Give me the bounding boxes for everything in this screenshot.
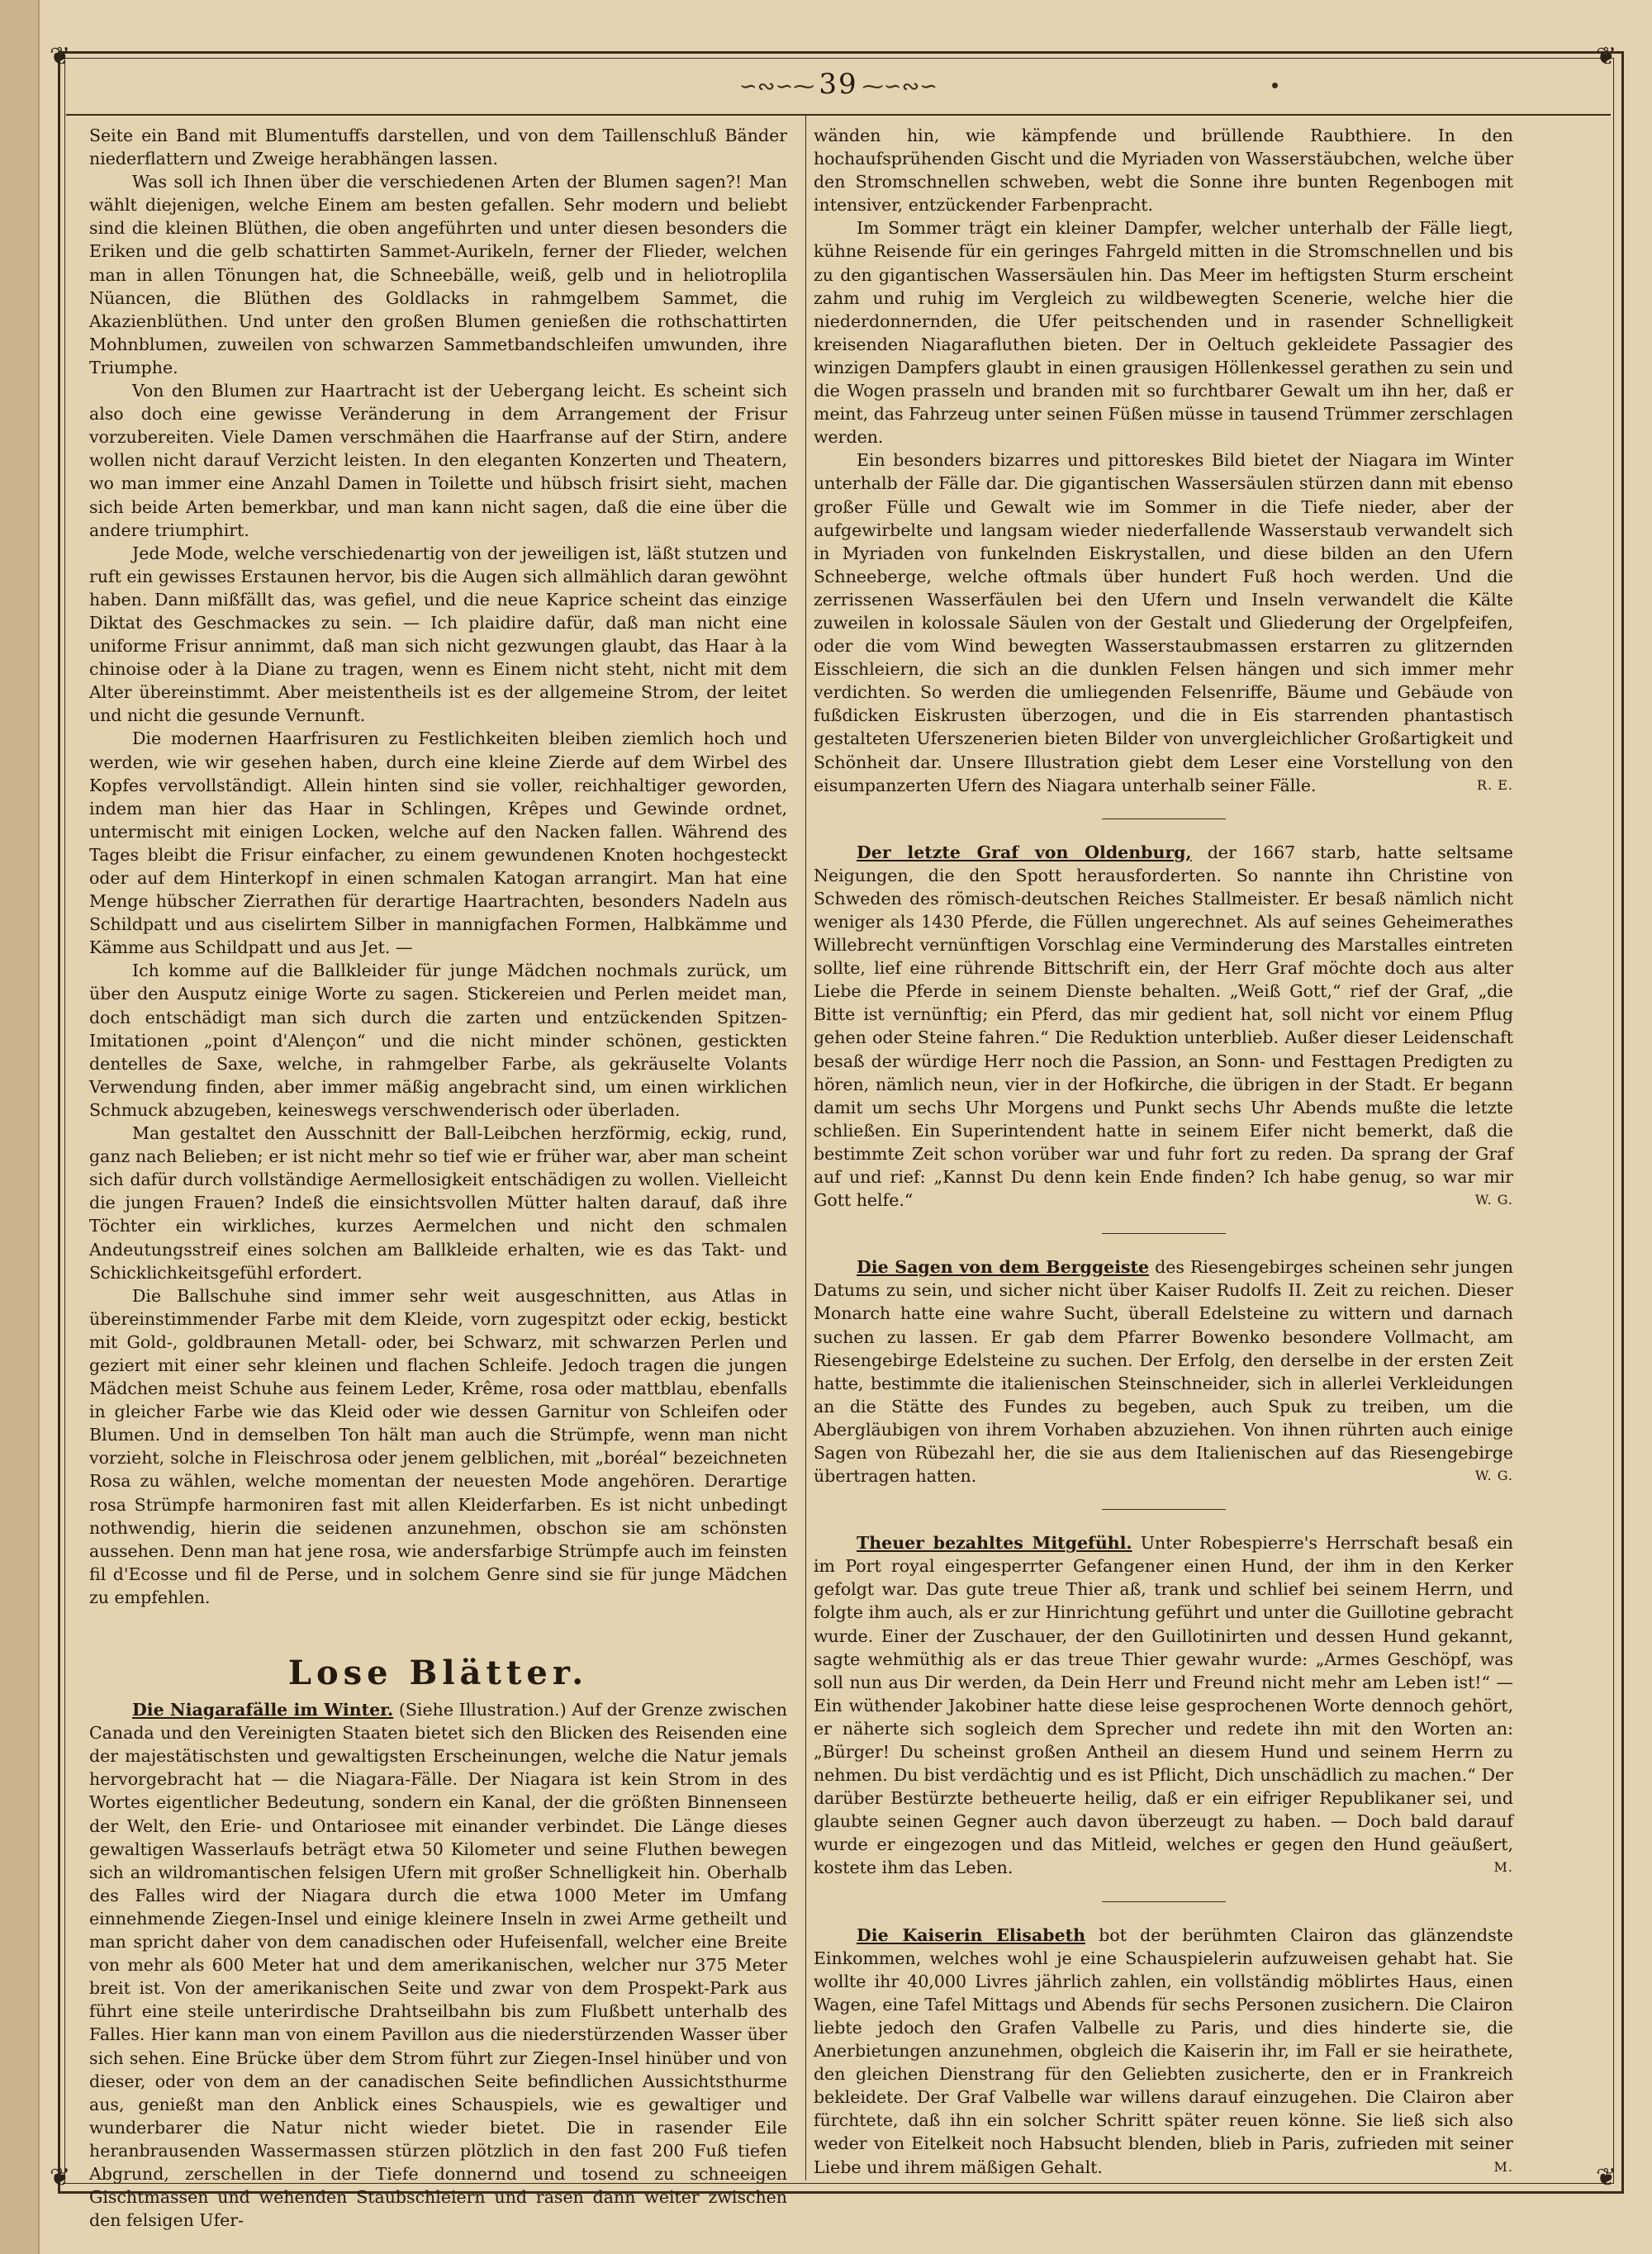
article-lead: Die Sagen von dem Berggeiste — [857, 1257, 1150, 1278]
corner-ornament-icon: ❦ — [50, 2163, 71, 2192]
article-mitgefuehl — [814, 1531, 1513, 1879]
corner-ornament-icon: ❦ — [50, 42, 71, 71]
section-title: Lose Blätter. — [287, 1654, 589, 1692]
author-signature: R. E. — [1477, 776, 1513, 793]
paragraph: wänden hin, wie kämpfende und brüllende Raubthiere. In den hochaufsprühenden Gischt und die Myriaden von Wasserstäubchen, welche über den Stromschnellen schweben, webt die Sonne ihre bunten Regenbogen mit intensiver, entzückender Farbenpracht. — [814, 126, 1513, 216]
page-header — [66, 68, 1611, 109]
article-niagara — [89, 1698, 787, 2232]
binding-gutter — [0, 0, 40, 2254]
author-signature: W. G. — [1474, 1468, 1513, 1484]
left-column — [89, 124, 787, 2232]
article-lead: Die Kaiserin Elisabeth — [857, 1924, 1086, 1945]
article-lead: Die Niagarafälle im Winter. — [132, 1700, 394, 1720]
paragraph: Man gestaltet den Ausschnitt der Ball-Leibchen herzförmig, eckig, rund, ganz nach Belieben; er ist nicht mehr so tief wie er früher war, aber man scheint sich dafür durch vollständige Aermellosigkeit entschädigen zu wollen. Vielleicht die jungen Frauen? Indeß die einsichtsvollen Mütter halten darauf, daß ihre Töchter ein wirkliches, kurzes Aermelchen und nicht den schmalen Andeutungsstreif eines solchen am Ballkleide erhalten, wie es das Takt- und Schicklichkeitsgefühl erfordert. — [89, 1123, 787, 1283]
page-number: 39 — [819, 68, 858, 101]
header-rule — [66, 114, 1611, 116]
paragraph: Die modernen Haarfrisuren zu Festlichkeiten bleiben ziemlich hoch und werden, wie wir gesehen haben, durch eine kleine Zierde auf dem Wirbel des Kopfes vervollständigt. Allein hinten sind sie voller, reichhaltiger geworden, indem man hier das Haar in Schlingen, Krêpes und Gewinde ordnet, untermischt mit einigen Locken, welche auf den Nacken fallen. Während des Tages bleibt die Frisur einfacher, zu einem gewundenen Knoten hochgesteckt oder auf dem Hinterkopf in einen schmalen Katogan arrangirt. Man hat eine Menge hübscher Zierrathen für derartige Haartrachten, besonders Nadeln aus Schildpatt und aus ciselirtem Silber in mannigfachen Formen, Halbkämme und Kämme aus Schildpatt und aus Jet. — — [89, 728, 787, 958]
article-separator — [1102, 1509, 1226, 1510]
article-lead: Theuer bezahltes Mitgefühl. — [857, 1533, 1132, 1554]
article-text: Unter Robespierre's Herrschaft besaß ein im Port royal eingesperrter Gefangener einen Hund, der ihm in den Kerker gefolgt war. Das gute treue Thier aß, trank und schlief bei seinem Herrn, und folgte ihm auch, als er zur Hinrichtung geführt und unter die Guillotine gebracht wurde. Einer der Zuschauer, der den Guillotinirten und dessen Hund gekannt, sagte wehmüthig als er das treue Thier gewahr wurde: „Armes Geschöpf, was soll nun aus Dir werden, da Dein Herr und Freund nicht mehr am Leben ist!“ — Ein wüthender Jakobiner hatte diese leise gesprochenen Worte dennoch gehört, er näherte sich sogleich dem Sprecher und redete ihn mit den Worten an: „Bürger! Du scheinst großen Antheil an diesem Hund und seinem Herrn zu nehmen. Du bist verdächtig und es ist Pflicht, Dich unschädlich zu machen.“ Der darüber Bestürzte betheuerte heilig, daß er ein eifriger Republikaner sei, und glaubte seinen Gegner auch davon überzeugt zu haben. — Doch bald darauf wurde er eingezogen und das Mitleid, welches er gegen den Hund geäußert, kostete ihm das Leben. — [814, 1533, 1513, 1878]
paragraph — [814, 448, 1513, 796]
paragraph: Seite ein Band mit Blumentuffs darstellen, und von dem Taillenschluß Bänder niederflattern und Zweige herabhängen lassen. — [89, 126, 787, 169]
paragraph: Die Ballschuhe sind immer sehr weit ausgeschnitten, aus Atlas in übereinstimmender Farbe mit dem Kleide, vorn zugespitzt oder eckig, bestickt mit Gold-, goldbraunen Metall- oder, bei Schwarz, mit schwarzen Perlen und geziert mit einer sehr kleinen und flachen Schleife. Jedoch tragen die jungen Mädchen meist Schuhe aus feinem Leder, Krême, rosa oder mattblau, ebenfalls in gleicher Farbe wie das Kleid oder wie dessen Garnitur von Schleifen oder Blumen. Und in demselben Ton hält man auch die Strümpfe, wenn man nicht vorzieht, solche in Fleischrosa oder jenem gelblichen, mit „boréal“ bezeichneten Rosa zu wählen, welche momentan der neuesten Mode angehören. Derartige rosa Strümpfe harmoniren fast mit allen Kleiderfarben. Es ist nicht unbedingt nothwendig, hierin die seidenen anzunehmen, obschon sie am schönsten aussehen. Denn man hat jene rosa, wie andersfarbige Strümpfe auch im feinsten fil d'Ecosse und fil de Perse, und in solchem Genre sind sie für junge Mädchen zu empfehlen. — [89, 1285, 787, 1607]
article-elisabeth — [814, 1924, 1513, 2179]
flourish-left-icon: ∽∾∽⁓ — [738, 74, 815, 99]
author-signature: W. G. — [1474, 1192, 1513, 1208]
article-text: bot der berühmten Clairon das glänzendste Einkommen, welches wohl je eine Schauspielerin aufzuweisen gehabt hat. Sie wollte ihr 40,000 Livres jährlich zahlen, ein vollständig möblirtes Haus, einen Wagen, eine Tafel Mittags und Abends für sechs Personen zusichern. Die Clairon liebte jedoch den Grafen Valbelle zu Paris, und dies hinderte sie, die Anerbietungen anzunehmen, obgleich die Kaiserin ihr, im Fall er sie heirathete, den gleichen Dienstrang für den Geliebten zusicherte, den er in Frankreich bekleidete. Der Graf Valbelle war willens darauf einzugehen. Die Clairon aber fürchtete, daß ihn ein solcher Schritt später reuen könne. Sie ließ sich also weder von Eitelkeit noch Habsucht blenden, blieb in Paris, zufrieden mit seiner Liebe und ihrem mäßigen Gehalt. — [814, 1924, 1513, 2177]
author-signature: M. — [1493, 2158, 1513, 2175]
corner-ornament-icon: ❦ — [1596, 2163, 1617, 2192]
article-text: (Siehe Illustration.) Auf der Grenze zwischen Canada und den Vereinigten Staaten bietet sich den Blicken des Reisenden eine der majestätischsten und gewaltigsten Erscheinungen, welche die Natur jemals hervorgebracht hat — die Niagara-Fälle. Der Niagara ist kein Strom in des Wortes eigentlicher Bedeutung, sondern ein Kanal, der die größten Binnenseen der Welt, den Erie- und Ontariosee mit einander verbindet. Die Länge dieses gewaltigen Wasserlaufs beträgt etwa 50 Kilometer und seine Fluthen bewegen sich an wildromantischen felsigen Ufern mit großer Schnelligkeit hin. Oberhalb des Falles wird der Niagara durch die etwa 1000 Meter im Umfang einnehmende Ziegen-Insel und einige kleinere Inseln in zwei Arme getheilt und man spricht daher von dem canadischen oder Hufeisenfall, welcher eine Breite von mehr als 600 Meter hat und dem amerikanischen, welcher nur 375 Meter breit ist. Von der amerikanischen Seite und zwar von dem Prospekt-Park aus führt eine steile unterirdische Drahtseilbahn bis zum Flußbett unterhalb des Falles. Hier kann man von einem Pavillon aus die niederstürzenden Wasser über sich sehen. Eine Brücke über dem Strom führt zur Ziegen-Insel hinüber und von dieser, oder von dem an der canadischen Seite befindlichen Aussichtsthurme aus, genießt man den Anblick eines Schauspiels, wie es gewaltiger und wunderbarer die Natur nicht wieder bietet. Die in rasender Eile heranbrausenden Wassermassen stürzen plötzlich in den fast 200 Fuß tiefen Abgrund, zerschellen in der Tiefe donnernd und tosend zu schneeigen Gischtmassen und wehenden Staubschleiern und rasen dann weiter zwischen den felsigen Ufer- — [89, 1700, 787, 2231]
header-dot — [1272, 83, 1278, 88]
paragraph: Was soll ich Ihnen über die verschiedenen Arten der Blumen sagen?! Man wählt diejenigen, welche Einem am besten gefallen. Sehr modern und beliebt sind die kleinen Blüthen, die oben angeführten und unter diesen besonders die Eriken und die gelb schattirten Sammet-Aurikeln, ferner der Flieder, welchen man in allen Tönungen hat, die Schneebälle, weiß, gelb und in heliotroplila Nüancen, die Blüthen des Goldlacks in rahmgelbem Sammet, die Akazienblüthen. Und unter den großen Blumen genießen die rothschattirten Mohnblumen, zuweilen von schwarzen Sammetbandschleifen umwunden, ihre Triumphe. — [89, 172, 787, 377]
article-text: der 1667 starb, hatte seltsame Neigungen, die den Spott herausforderten. So nannte ihn Christine von Schweden des römisch-deutschen Reiches Stallmeister. Er besaß nämlich nicht weniger als 1430 Pferde, die Füllen ungerechnet. Als auf seines Geheimerathes Willebrecht vernünftigen Vorschlag eine Verminderung des Marstalles eintreten sollte, lief eine rührende Bittschrift ein, der Herr Graf möchte doch aus alter Liebe die Pferde in seinem Dienste behalten. „Weiß Gott,“ rief der Graf, „die Bitte ist vernünftig; ein Pferd, das mir gedient hat, soll nicht vor einem Pflug gehen oder Steine fahren.“ Die Reduktion unterblieb. Außer dieser Leidenschaft besaß der würdige Herr noch die Passion, an Sonn- und Festtagen Predigten zu hören, nämlich neun, vier in der Hofkirche, die übrigen in der Stadt. Er begann damit um sechs Uhr Morgens und Punkt sechs Uhr Abends mußte die letzte schließen. Ein Superintendent hatte in seinem Eifer nicht bemerkt, daß die bestimmte Zeit schon vorüber war und fuhr fort zu reden. Da sprang der Graf auf und rief: „Kannst Du denn kein Ende finden? Ich habe genug, so war mir Gott helfe.“ — [814, 842, 1513, 1211]
column-divider — [805, 116, 806, 2180]
corner-ornament-icon: ❦ — [1596, 42, 1617, 71]
paragraph: Ich komme auf die Ballkleider für junge Mädchen nochmals zurück, um über den Ausputz einige Worte zu sagen. Stickereien und Perlen meidet man, doch entschädigt man sich durch die zarten und entzückenden Spitzen-Imitationen „point d'Alençon“ und die nicht minder schönen, gestickten dentelles de Saxe, welche, in rahmgelber Farbe, als gekräuselte Volants Verwendung finden, aber immer mäßig angebracht sind, um einen wirklichen Schmuck abzugeben, keineswegs verschwenderisch oder überladen. — [89, 961, 787, 1120]
article-separator — [1102, 1901, 1226, 1902]
paragraph-text: Ein besonders bizarres und pittoreskes Bild bietet der Niagara im Winter unterhalb der Fälle dar. Die gigantischen Wassersäulen stürzen dann mit ebenso großer Fülle und Gewalt wie im Sommer in die Tiefe nieder, aber der aufgewirbelte und langsam wieder niederfallende Wasserstaub verwandelt sich in Myriaden von funkelnden Eiskrystallen, und diese bilden an den Ufern Schneeberge, welche oftmals über hundert Fuß hoch werden. Und die zerrissenen Wasserfäulen bei den Ufern und Inseln verwandelt die Kälte zuweilen in kolossale Säulen von der Gestalt und Gliederung der Orgelpfeifen, oder die vom Wind bewegten Wasserstaubmassen erstarren zu glitzernden Eisschleiern, die sich an die dunklen Felsen hängen und sich immer mehr verdichten. So werden die umliegenden Felsenriffe, Bäume und Gebäude von fußdicken Eiskrusten überzogen, und die in Eis starrenden phantastisch gestalteten Uferszenerien bieten Bilder von unvergleichlicher Großartigkeit und Schönheit dar. Unsere Illustration giebt dem Leser eine Vorstellung von den eisumpanzerten Ufern des Niagara unterhalb seiner Fälle. — [814, 450, 1513, 795]
article-berggeist — [814, 1255, 1513, 1488]
paragraph: Im Sommer trägt ein kleiner Dampfer, welcher unterhalb der Fälle liegt, kühne Reisende für ein geringes Fahrgeld mitten in die Stromschnellen und bis zu den gigantischen Wassersäulen hin. Das Meer im heftigsten Sturm erscheint zahm und ruhig im Vergleich zu wildbewegten Scenerie, welche hier die niederdonnernden, die Ufer peitschenden und in rasender Schnelligkeit kreisenden Niagarafluthen bieten. Der in Oeltuch gekleidete Passagier des winzigen Dampfers glaubt in einen grausigen Höllenkessel gerathen zu sein und die Wogen prasseln und branden mit so furchtbarer Gewalt um ihn her, daß er meint, das Fahrzeug unter seinen Füßen müsse in tausend Trümmer zerschlagen werden. — [814, 218, 1513, 448]
author-signature: M. — [1493, 1859, 1513, 1876]
article-text: des Riesengebirges scheinen sehr jungen Datums zu sein, und sicher nicht über Kaiser Rudolfs II. Zeit zu reichen. Dieser Monarch hatte eine wahre Sucht, überall Edelsteine zu wittern und darnach suchen zu lassen. Er gab dem Pfarrer Bowenko besondere Vollmacht, am Riesengebirge Edelsteine zu suchen. Der Erfolg, den derselbe in der ersten Zeit hatte, bestimmte die italienischen Steinschneider, sich in allerlei Verkleidungen an die Stätte des Fundes zu begeben, auch Spuk zu treiben, um die Abergläubigen von ihrem Vorhaben abzuziehen. Von ihnen rührten auch einige Sagen von Rübezahl her, die sie aus dem Italienischen auf das Riesengebirge übertragen hatten. — [814, 1257, 1513, 1487]
right-column — [814, 124, 1513, 2179]
paragraph: Jede Mode, welche verschiedenartig von der jeweiligen ist, läßt stutzen und ruft ein gewisses Erstaunen hervor, bis die Augen sich allmählich daran gewöhnt haben. Dann mißfällt das, was gefiel, und die neue Kaprice scheint das einzige Diktat des Geschmackes zu sein. — Ich plaidire dafür, daß man nicht eine uniforme Frisur annimmt, daß man sich nicht gezwungen glaubt, das Haar à la chinoise oder à la Diane zu tragen, wenn es Einem nicht steht, nicht mit dem Alter übereinstimmt. Aber meistentheils ist es der allgemeine Strom, der leitet und nicht die gesunde Vernunft. — [89, 543, 787, 726]
article-oldenburg — [814, 841, 1513, 1212]
paragraph: Von den Blumen zur Haartracht ist der Uebergang leicht. Es scheint sich also doch eine gewisse Veränderung in dem Arrangement der Frisur vorzubereiten. Viele Damen verschmähen die Haarfranse auf der Stirn, andere wollen nicht darauf Verzicht leisten. In den eleganten Konzerten und Theatern, wo man immer eine Anzahl Damen in Toilette und hübsch frisirt sieht, machen sich beide Arten bemerkbar, und man kann nicht sagen, daß die eine über die andere triumphirt. — [89, 381, 787, 540]
article-lead: Der letzte Graf von Oldenburg, — [857, 842, 1192, 862]
article-separator — [1102, 1233, 1226, 1234]
flourish-right-icon: ⁓∽∾∽ — [862, 74, 938, 99]
